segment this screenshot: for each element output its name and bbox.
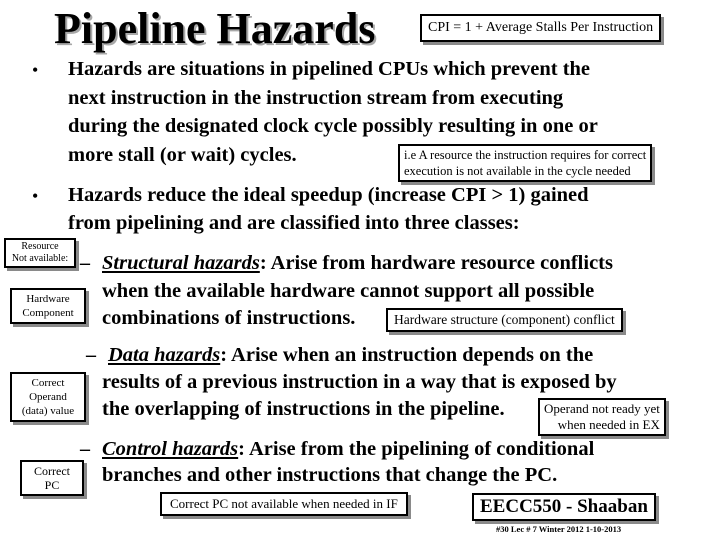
control-hazards-line-2: branches and other instructions that change the PC. xyxy=(102,464,558,486)
bullet-1-line-2: next instruction in the instruction stream from executing xyxy=(68,87,564,109)
structural-hazards-line-2: when the available hardware cannot support all possible xyxy=(102,280,595,302)
operand-label-line-2: Operand xyxy=(29,391,67,403)
resource-definition-box xyxy=(398,144,652,182)
cpi-formula-box: CPI = 1 + Average Stalls Per Instruction xyxy=(420,14,661,42)
slide-title: Pipeline Hazards xyxy=(54,4,376,53)
course-footer-box: EECC550 - Shaaban xyxy=(472,493,656,521)
structural-hazards-line-1 xyxy=(102,252,613,275)
resource-label-line-1: Resource xyxy=(21,241,59,252)
operand-not-ready-line-2: when needed in EX xyxy=(557,417,660,432)
pc-label-line-2: PC xyxy=(44,478,60,492)
structural-dash: – xyxy=(80,252,90,274)
structural-hazards-term: Structural hazards xyxy=(102,252,260,274)
bullet-2-line-2: from pipelining and are classified into three classes: xyxy=(68,212,520,234)
operand-label-line-1: Correct xyxy=(31,377,65,389)
hardware-conflict-box: Hardware structure (component) conflict xyxy=(386,308,623,332)
bullet-2-line-1: Hazards reduce the ideal speedup (increase CPI > 1) gained xyxy=(68,184,589,206)
data-hazards-line-3: the overlapping of instructions in the pipeline. xyxy=(102,398,505,420)
correct-pc-label xyxy=(20,460,84,496)
control-hazards-term: Control hazards xyxy=(102,438,239,460)
hardware-component-label xyxy=(10,288,86,324)
bullet-1-marker: • xyxy=(32,60,39,80)
operand-label-line-3: (data) value xyxy=(21,405,75,417)
correct-operand-label xyxy=(10,372,86,422)
data-hazards-line-1-rest: : Arise when an instruction depends on the xyxy=(220,344,594,366)
data-hazards-line-1 xyxy=(108,344,593,367)
resource-label-line-2: Not available: xyxy=(11,253,69,264)
pc-label-line-1: Correct xyxy=(34,464,70,478)
control-hazards-line-1 xyxy=(102,438,594,461)
hardware-label-line-1: Hardware xyxy=(26,293,70,305)
bullet-1-line-1: Hazards are situations in pipelined CPUs which prevent the xyxy=(68,58,591,80)
bullet-1-line-4: more stall (or wait) cycles. xyxy=(68,144,297,166)
resource-definition-line-1: i.e A resource the instruction requires for correct xyxy=(404,148,647,162)
structural-hazards-line-1-rest: : Arise from hardware resource conflicts xyxy=(259,252,613,274)
pc-not-available-box: Correct PC not available when needed in IF xyxy=(160,492,408,516)
data-dash: – xyxy=(86,344,96,366)
operand-not-ready-box xyxy=(538,398,666,436)
hardware-label-line-2: Component xyxy=(22,307,74,319)
operand-not-ready-line-1: Operand not ready yet xyxy=(544,401,660,416)
bullet-2-marker: • xyxy=(32,186,39,206)
resource-definition-line-2: execution is not available in the cycle needed xyxy=(404,164,631,178)
control-hazards-line-1-rest: : Arise from the pipelining of conditional xyxy=(238,438,595,460)
resource-not-available-label xyxy=(4,238,76,268)
structural-hazards-line-3: combinations of instructions. xyxy=(102,307,356,329)
data-hazards-line-2: results of a previous instruction in a way that is exposed by xyxy=(102,371,617,393)
data-hazards-term: Data hazards xyxy=(108,344,221,366)
lecture-footnote: #30 Lec # 7 Winter 2012 1-10-2013 xyxy=(496,524,622,534)
bullet-1-line-3: during the designated clock cycle possibly resulting in one or xyxy=(68,115,598,137)
control-dash: – xyxy=(80,438,90,460)
